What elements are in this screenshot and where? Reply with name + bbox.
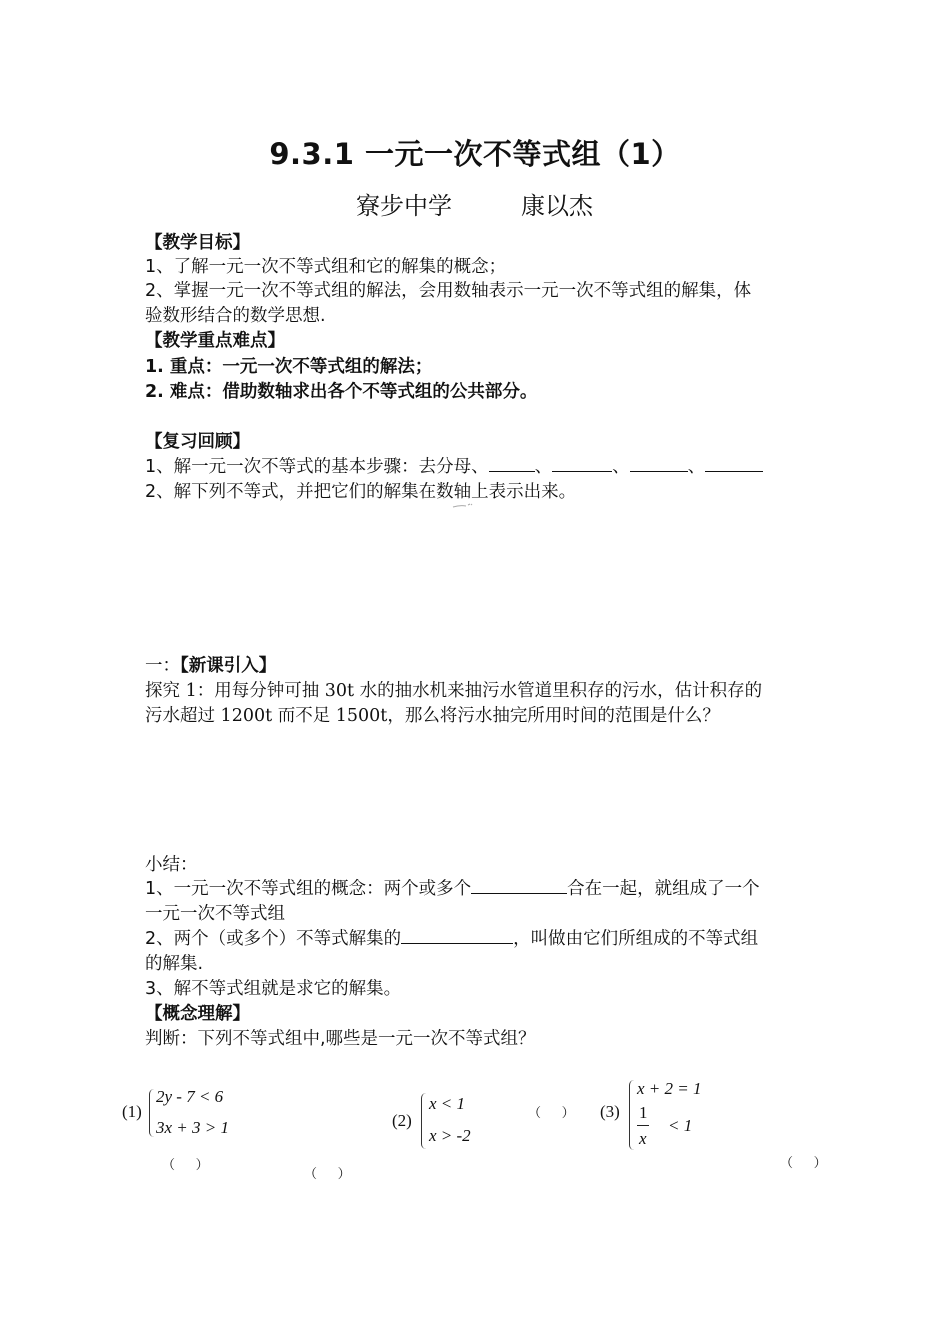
- summary-item-2-text: 2、两个（或多个）不等式解集的: [145, 929, 402, 949]
- answer-paren-2[interactable]: （ ）: [304, 1167, 351, 1182]
- answer-paren-4[interactable]: （ ）: [780, 1156, 827, 1171]
- objective-2-continued: 验数形结合的数学思想.: [145, 306, 326, 326]
- separator: 、: [612, 457, 630, 477]
- summary-item-2-suffix: ，叫做由它们所组成的不等式组: [513, 929, 759, 949]
- review-item-1-text: 1、解一元一次不等式的基本步骤：去分母、: [145, 457, 489, 477]
- concept-prompt: 判断：下列不等式组中,哪些是一元一次不等式组？: [145, 1029, 536, 1049]
- fill-blank[interactable]: [489, 454, 535, 472]
- fill-blank[interactable]: [401, 926, 513, 944]
- problem-2-line-2: x > -2: [429, 1126, 471, 1145]
- summary-item-1-continued: 一元一次不等式组: [145, 904, 285, 924]
- problem-3-fraction-denominator: x: [639, 1129, 647, 1148]
- concept-heading: 【概念理解】: [145, 1004, 250, 1024]
- brace-icon: [149, 1089, 154, 1137]
- problem-3-line-2: < 1: [668, 1116, 693, 1135]
- new-lesson-heading: [145, 652, 276, 677]
- objective-1: 1、了解一元一次不等式组和它的解集的概念；: [145, 257, 507, 277]
- objectives-heading: 【教学目标】: [145, 233, 250, 253]
- summary-item-2: [145, 925, 758, 950]
- answer-paren-3[interactable]: （ ）: [528, 1106, 575, 1121]
- summary-item-2-continued: 的解集.: [145, 954, 204, 974]
- summary-heading: 小结：: [145, 855, 198, 875]
- problem-1-line-1: 2y - 7 < 6: [156, 1087, 224, 1106]
- brace-icon: [421, 1093, 426, 1149]
- page-title: 9.3.1 一元一次不等式组（1）: [269, 137, 681, 171]
- summary-item-1-text: 1、一元一次不等式组的概念：两个或多个: [145, 879, 472, 899]
- review-item-2: 2、解下列不等式，并把它们的解集在数轴上表示出来。: [145, 482, 577, 502]
- new-lesson-title: 【新课引入】: [180, 656, 277, 676]
- key-points-heading: 【教学重点难点】: [145, 331, 285, 351]
- problem-2-label: (2): [392, 1111, 412, 1130]
- review-item-1: [145, 453, 763, 478]
- school-name: 寮步中学: [356, 192, 452, 220]
- explore-question-continued: 污水超过 1200t 而不足 1500t，那么将污水抽完所用时间的范围是什么？: [145, 706, 720, 726]
- key-point-2: 2. 难点：借助数轴求出各个不等式组的公共部分。: [145, 382, 538, 402]
- section-number: 一：: [145, 656, 180, 676]
- fraction-bar: [637, 1125, 649, 1126]
- summary-item-1-suffix: 合在一起，就组成了一个: [567, 879, 760, 899]
- problem-1-label: (1): [122, 1102, 142, 1121]
- fill-blank[interactable]: [705, 454, 763, 472]
- brace-icon: [629, 1080, 634, 1150]
- answer-paren-1[interactable]: （ ）: [162, 1158, 209, 1173]
- problem-2-line-1: x < 1: [429, 1094, 466, 1113]
- fill-blank[interactable]: [552, 454, 612, 472]
- separator: 、: [687, 457, 706, 477]
- scan-mark: [452, 503, 474, 509]
- explore-question: 探究 1：用每分钟可抽 30t 水的抽水机来抽污水管道里积存的污水，估计积存的: [145, 681, 763, 701]
- review-heading: 【复习回顾】: [145, 432, 250, 452]
- summary-item-1: [145, 875, 760, 900]
- problem-3-fraction-numerator: 1: [639, 1103, 648, 1122]
- teacher-name: 康以杰: [521, 192, 593, 220]
- problem-1-line-2: 3x + 3 > 1: [156, 1118, 229, 1137]
- problem-3-line-1: x + 2 = 1: [637, 1079, 702, 1098]
- objective-2: 2、掌握一元一次不等式组的解法，会用数轴表示一元一次不等式组的解集，体: [145, 281, 752, 301]
- separator: 、: [534, 457, 553, 477]
- fill-blank[interactable]: [471, 876, 567, 894]
- key-point-1: 1. 重点：一元一次不等式组的解法；: [145, 357, 433, 377]
- summary-item-3: 3、解不等式组就是求它的解集。: [145, 979, 402, 999]
- fill-blank[interactable]: [630, 454, 688, 472]
- problem-3-label: (3): [600, 1102, 620, 1121]
